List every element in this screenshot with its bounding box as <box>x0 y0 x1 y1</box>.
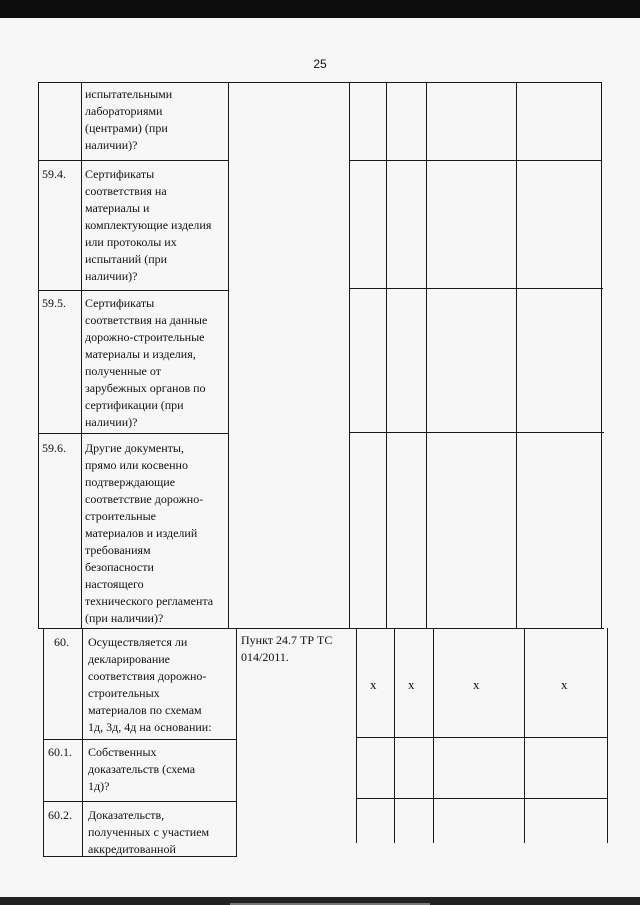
column-divider <box>349 82 350 628</box>
page-number: 25 <box>313 57 327 71</box>
row-number: 59.6. <box>42 441 66 455</box>
row-divider <box>38 290 229 291</box>
column-divider <box>433 628 434 843</box>
column-divider <box>81 82 82 628</box>
row-divider <box>350 432 604 433</box>
regulation-reference: Пункт 24.7 ТР ТС 014/2011. <box>241 633 333 664</box>
table-border-left <box>38 82 39 628</box>
table-border-right <box>601 82 602 628</box>
not-applicable-mark: х <box>473 677 480 692</box>
requirement-text: Сертификаты соответствия на данные дорожно-строительные материалы и изделия, полученные от зарубежных органов по сертификации (при наличии)? <box>85 296 208 429</box>
requirement-text: Другие документы, прямо или косвенно подтверждающие соответствие дорожно- строительные материалов и изделий требованиям безопасности настоящего технического регламента (при наличии)? <box>85 441 214 625</box>
row-divider <box>38 433 229 434</box>
table-border-left <box>43 628 44 856</box>
column-divider <box>356 628 357 843</box>
column-divider <box>236 628 237 856</box>
row-number: 59.5. <box>42 296 66 310</box>
column-divider <box>228 82 229 628</box>
requirement-text: испытательными лабораториями (центрами) (при наличии)? <box>85 87 173 152</box>
requirement-text: Осуществляется ли декларирование соответствия дорожно- строительных материалов по схемам 1д, 3д, 4д на основании: <box>88 635 212 734</box>
column-divider <box>524 628 525 843</box>
row-number: 60. <box>54 635 69 649</box>
row-divider <box>43 801 237 802</box>
row-number: 59.4. <box>42 167 66 181</box>
not-applicable-mark: х <box>408 677 415 692</box>
requirement-text: Собственных доказательств (схема 1д)? <box>88 745 196 793</box>
column-divider <box>516 82 517 628</box>
row-divider <box>38 628 604 629</box>
column-divider <box>394 628 395 843</box>
row-divider <box>38 160 229 161</box>
column-divider <box>386 82 387 628</box>
requirement-text: Сертификаты соответствия на материалы и комплектующие изделия или протоколы их испытаний (при наличии)? <box>85 167 212 283</box>
row-number: 60.1. <box>48 745 72 759</box>
row-number: 60.2. <box>48 808 72 822</box>
row-divider <box>349 288 603 289</box>
table-border-right <box>607 628 608 843</box>
column-divider <box>82 628 83 856</box>
not-applicable-mark: х <box>370 677 377 692</box>
scan-top-border <box>0 0 640 18</box>
row-divider <box>43 739 237 740</box>
not-applicable-mark: х <box>561 677 568 692</box>
column-divider <box>426 82 427 628</box>
requirement-text: Доказательств, полученных с участием аккредитованной <box>88 808 210 856</box>
